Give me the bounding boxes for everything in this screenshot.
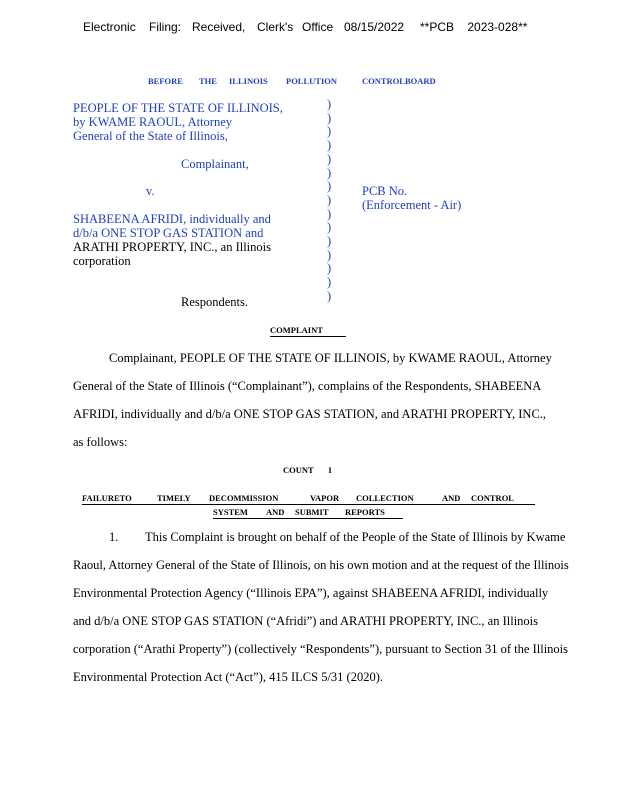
count-heading-word: COLLECTION — [356, 493, 414, 503]
plaintiff-line-2: by KWAME RAOUL, Attorney — [73, 115, 233, 129]
count-heading-word: TIMELY — [157, 493, 191, 503]
board-control-board: CONTROLBOARD — [362, 76, 436, 86]
paragraph-number: 1. — [109, 530, 119, 544]
paragraph-1-line-2: Raoul, Attorney General of the State of Illinois, on his own motion and at the request of the Illinois — [73, 558, 569, 572]
filing-clerks: Clerk's — [257, 20, 294, 34]
count-heading-word: AND — [442, 493, 461, 503]
count-heading-word: CONTROL — [471, 493, 514, 503]
board-before: BEFORE — [148, 76, 183, 86]
versus-label: v. — [146, 184, 155, 198]
defendant-line-3: ARATHI PROPERTY, INC., an Illinois — [73, 240, 271, 254]
defendant-line-4: corporation — [73, 254, 131, 268]
paragraph-1-line-5: corporation (“Arathi Property”) (collectively “Respondents”), pursuant to Section 31 of the Illinois — [73, 642, 569, 656]
plaintiff-line-3: General of the State of Illinois, — [73, 129, 228, 143]
intro-line-4: as follows: — [73, 435, 128, 449]
filing-date: 08/15/2022 — [344, 20, 405, 34]
count-heading-word: DECOMMISSION — [209, 493, 279, 503]
count-heading-word: AND — [266, 507, 285, 517]
filing-electronic: Electronic — [83, 20, 136, 34]
plaintiff-line-1: PEOPLE OF THE STATE OF ILLINOIS, — [73, 101, 283, 115]
filing-pcb-number: **PCB 2023-028** — [420, 20, 528, 34]
defendant-line-1: SHABEENA AFRIDI, individually and — [73, 212, 271, 226]
intro-line-1: Complainant, PEOPLE OF THE STATE OF ILLINOIS, by KWAME RAOUL, Attorney — [109, 351, 552, 365]
board-illinois: ILLINOIS — [229, 76, 268, 86]
respondents-label: Respondents. — [181, 295, 249, 309]
complaint-title: COMPLAINT — [270, 325, 346, 337]
enforcement-label: (Enforcement - Air) — [362, 198, 462, 212]
filing-label: Filing: — [149, 20, 182, 34]
paragraph-1-line-4: and d/b/a ONE STOP GAS STATION (“Afridi”) and ARATHI PROPERTY, INC., an Illinois — [73, 614, 539, 628]
caption-paren-column: ) ) ) ) ) ) ) ) ) ) ) ) ) ) ) — [327, 97, 332, 303]
filing-office: Office — [302, 20, 334, 34]
paragraph-1-line-3: Environmental Protection Agency (“Illinois EPA”), against SHABEENA AFRIDI, individually — [73, 586, 549, 600]
pcb-no-label: PCB No. — [362, 184, 408, 198]
paragraph-1-line-6: Environmental Protection Act (“Act”), 415 ILCS 5/31 (2020). — [73, 670, 384, 684]
paragraph-1-line-1: This Complaint is brought on behalf of the People of the State of Illinois by Kwame — [145, 530, 566, 544]
count-heading-underline-1 — [82, 504, 535, 505]
intro-line-3: AFRIDI, individually and d/b/a ONE STOP GAS STATION, and ARATHI PROPERTY, INC., — [73, 407, 547, 421]
count-heading-underline-2 — [213, 518, 403, 519]
count-heading-word: SUBMIT — [295, 507, 329, 517]
defendant-line-2: d/b/a ONE STOP GAS STATION and — [73, 226, 264, 240]
filing-received: Received, — [192, 20, 246, 34]
intro-line-2: General of the State of Illinois (“Complainant”), complains of the Respondents, SHABEENA — [73, 379, 542, 393]
count-heading-word: VAPOR — [310, 493, 340, 503]
count-heading-word: REPORTS — [345, 507, 385, 517]
board-the: THE — [199, 76, 217, 86]
count-heading-word: FAILURETO — [82, 493, 132, 503]
board-pollution: POLLUTION — [286, 76, 338, 86]
count-heading-word: SYSTEM — [213, 507, 248, 517]
count-title: COUNT I — [283, 465, 332, 475]
complainant-label: Complainant, — [181, 157, 249, 171]
